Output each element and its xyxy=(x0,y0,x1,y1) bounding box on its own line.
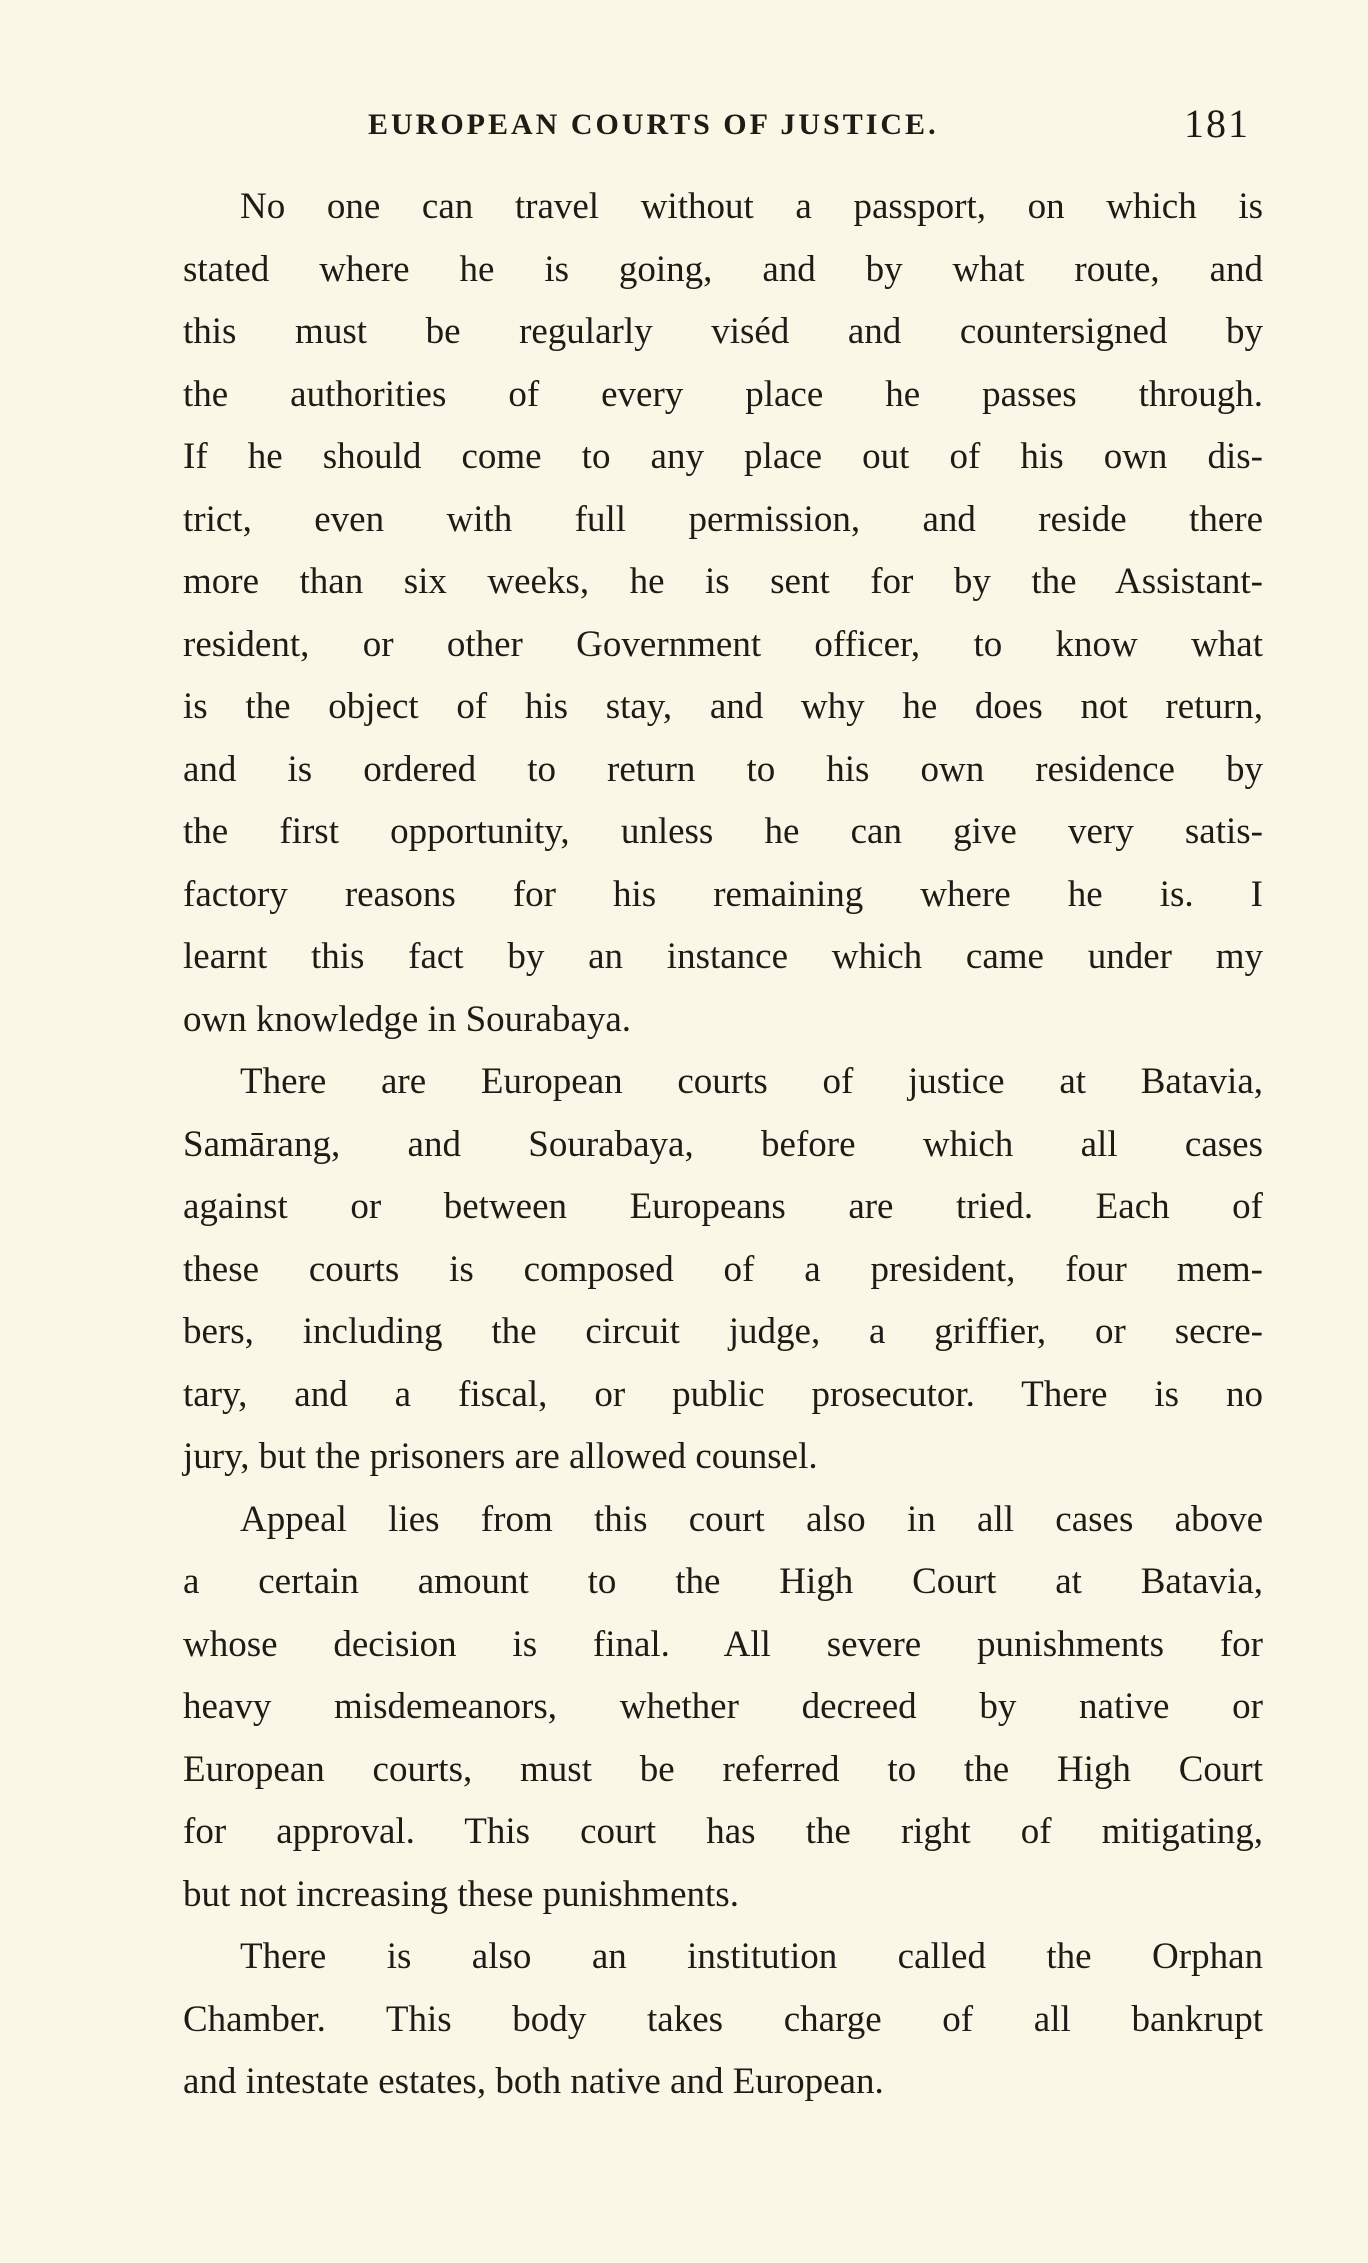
text-line: resident, or other Government officer, to know what xyxy=(183,623,1263,665)
text-line: the first opportunity, unless he can give very satis- xyxy=(183,811,1263,852)
text-line: stated where he is going, and by what route, and xyxy=(183,248,1263,290)
text-line: heavy misdemeanors, whether decreed by native or xyxy=(183,1686,1263,1727)
text-line: more than six weeks, he is sent for by the Assistant- xyxy=(183,561,1263,602)
text-line: Chamber. This body takes charge of all bankrupt xyxy=(183,1998,1263,2040)
text-line: There are European courts of justice at Batavia, xyxy=(240,1061,1263,1102)
text-line: factory reasons for his remaining where he is. I xyxy=(183,873,1263,915)
body-text xyxy=(183,176,1263,2114)
text-line: No one can travel without a passport, on which is xyxy=(240,186,1263,227)
text-line: trict, even with full permission, and reside there xyxy=(183,498,1263,540)
text-line: a certain amount to the High Court at Batavia, xyxy=(183,1561,1263,1602)
text-line: bers, including the circuit judge, a griffier, or secre- xyxy=(183,1311,1263,1352)
text-line: own knowledge in Sourabaya. xyxy=(183,998,632,1040)
paragraph xyxy=(183,1489,1263,1927)
paragraph xyxy=(183,176,1263,1051)
text-line: European courts, must be referred to the High Court xyxy=(183,1748,1263,1790)
text-line: the authorities of every place he passes through. xyxy=(183,373,1263,415)
text-line: for approval. This court has the right of mitigating, xyxy=(183,1811,1263,1852)
text-line: is the object of his stay, and why he does not return, xyxy=(183,686,1263,727)
text-line: learnt this fact by an instance which came under my xyxy=(183,936,1263,977)
paragraph xyxy=(183,1926,1263,2114)
paragraph xyxy=(183,1051,1263,1489)
text-line: this must be regularly viséd and countersigned by xyxy=(183,311,1263,352)
running-head: EUROPEAN COURTS OF JUSTICE. xyxy=(368,108,939,141)
page-number: 181 xyxy=(1184,101,1250,146)
text-line: against or between Europeans are tried. Each of xyxy=(183,1186,1263,1227)
text-line: If he should come to any place out of his own dis- xyxy=(183,436,1263,477)
text-line: these courts is composed of a president, four mem- xyxy=(183,1248,1263,1290)
page-header xyxy=(178,92,1250,152)
text-line: Samārang, and Sourabaya, before which all cases xyxy=(183,1123,1263,1165)
text-line: whose decision is final. All severe punishments for xyxy=(183,1623,1263,1665)
text-line: Appeal lies from this court also in all cases above xyxy=(240,1498,1263,1540)
text-line: and is ordered to return to his own residence by xyxy=(183,748,1263,790)
text-line: There is also an institution called the Orphan xyxy=(240,1936,1263,1977)
text-line: and intestate estates, both native and European. xyxy=(183,2061,884,2102)
text-line: jury, but the prisoners are allowed counsel. xyxy=(183,1436,818,1477)
text-line: tary, and a fiscal, or public prosecutor. There is no xyxy=(183,1373,1263,1415)
text-line: but not increasing these punishments. xyxy=(183,1873,739,1915)
